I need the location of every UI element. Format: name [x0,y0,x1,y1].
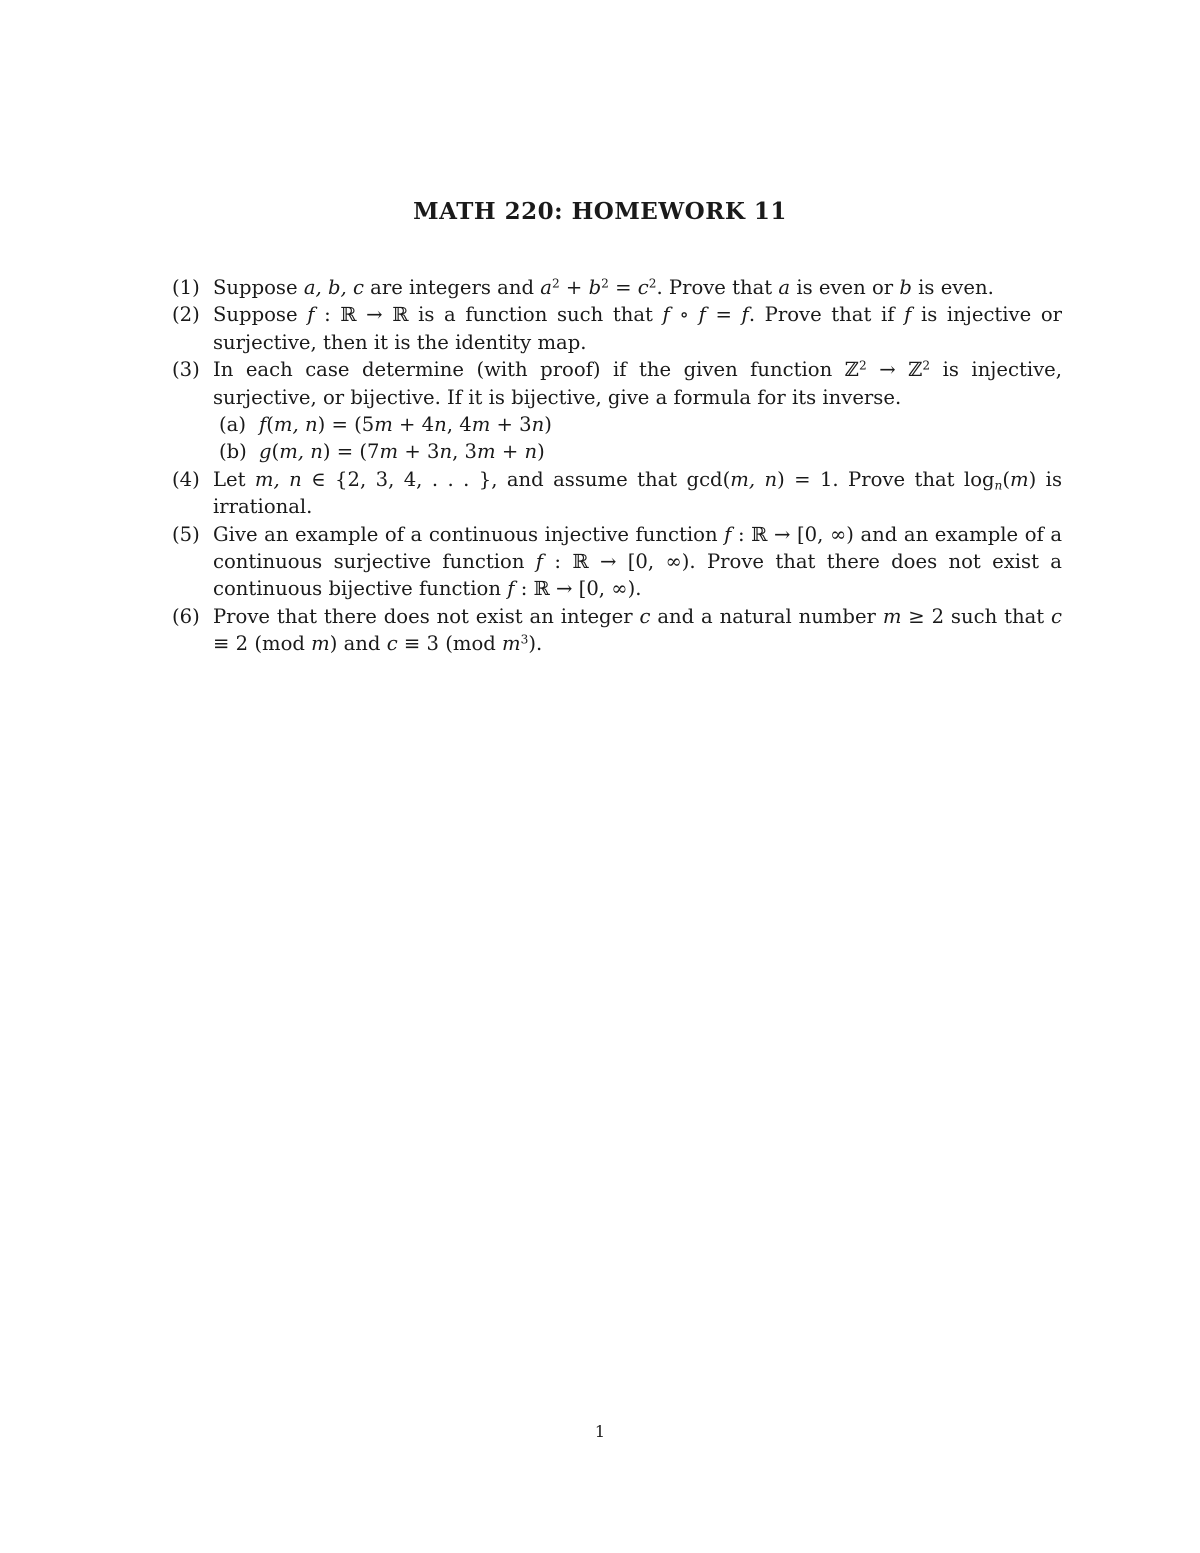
problem-1 [172,274,1062,301]
problem-number: (5) [172,522,200,546]
page-number: 1 [594,1422,606,1441]
problem-text: Suppose a, b, c are integers and $a^2 + b^2 = c^2$. Prove that a is even or b is even. [213,276,994,299]
problem-5 [172,521,1062,603]
problem-3 [172,356,1062,466]
problem-4 [172,466,1062,521]
problem-text: Suppose f : ℝ → ℝ is a function such that f ∘ f = f. Prove that if f is injective or surjective, then it is the identity map. [213,303,1063,354]
problem-text: Let m, n ∈ {2, 3, 4, . . . }, and assume that gcd(m, n) = 1. Prove that $\log_n(m)$ is irrational. [213,467,1062,519]
problem-number: (1) [172,276,200,299]
part-label: (a) [219,413,246,437]
part-label: (b) [219,440,247,464]
part-formula: f(m, n) = (5m + 4n, 4m + 3n) [259,413,552,437]
problem-number: (3) [172,358,200,382]
problem-text: In each case determine (with proof) if the given function ℤ$^2$ → ℤ$^2$ is injective, surjective, or bijective. If it is bijective, give a formula for its inverse. [213,358,1062,409]
part-formula: g(m, n) = (7m + 3n, 3m + n) [259,440,545,464]
problem-number: (2) [172,303,200,327]
problem-number: (4) [172,467,200,491]
problem-text: Give an example of a continuous injective function f : ℝ → [0, ∞) and an example of a continuous surjective function f : ℝ → [0, ∞). Prove that there does not exist a continuous bijective function f : ℝ → [0, ∞). [213,522,1062,601]
problem-3-part-b [213,438,1062,465]
problem-list [172,274,1062,658]
problem-2 [172,301,1062,356]
problem-number: (6) [172,604,200,628]
page-title: MATH 220: HOMEWORK 11 [413,198,787,225]
problem-text: Prove that there does not exist an integer c and a natural number m ≥ 2 such that c ≡ 2 (mod m) and c ≡ 3 (mod $m^3$). [213,604,1062,656]
problem-6 [172,603,1062,658]
problem-3-part-a [213,411,1062,438]
